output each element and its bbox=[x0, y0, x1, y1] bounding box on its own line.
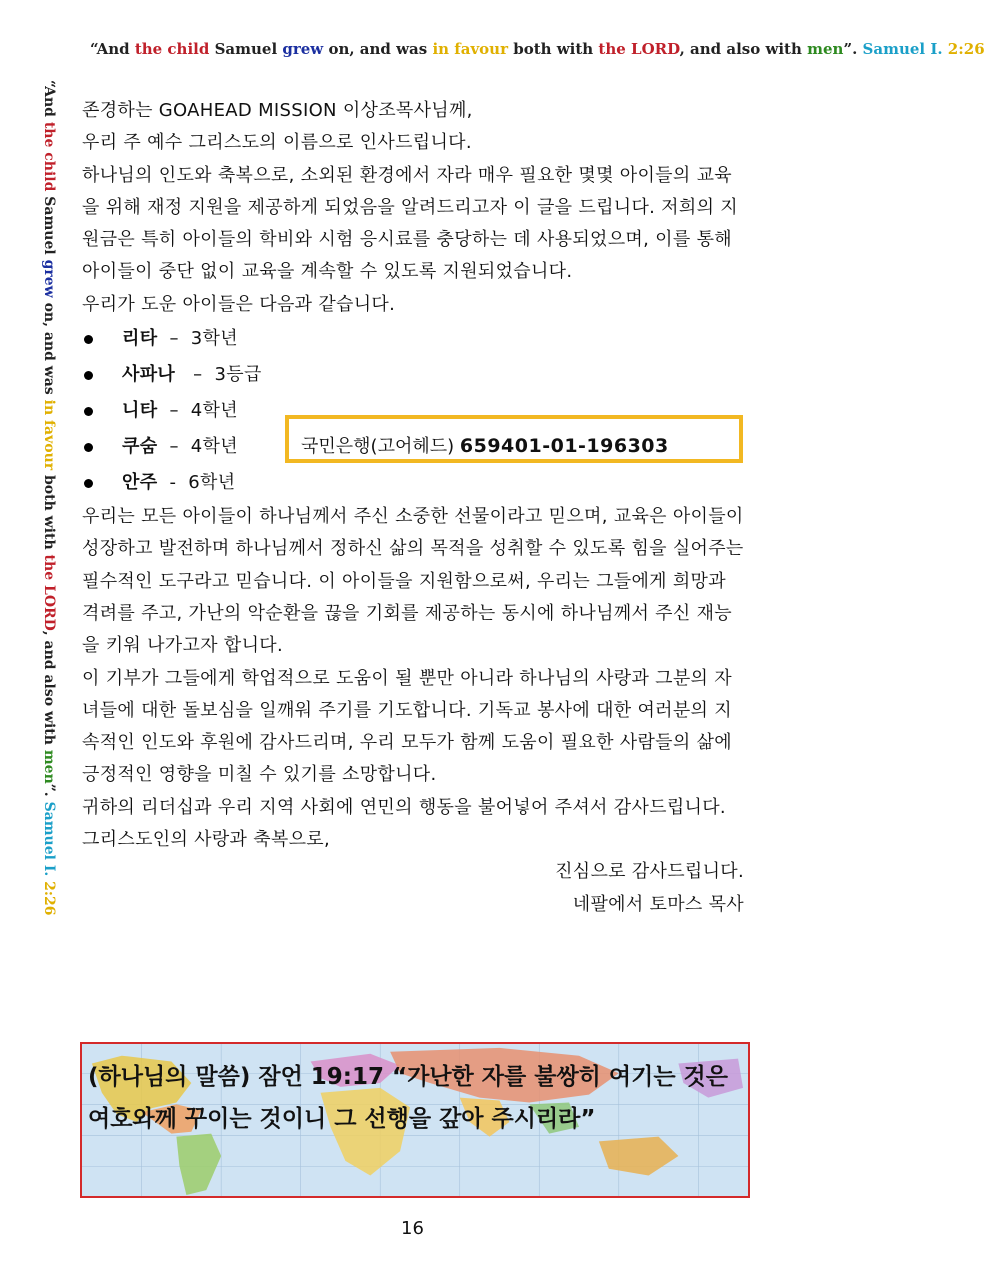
verse-segment: , and also with bbox=[41, 630, 57, 750]
child-grade: 3학년 bbox=[190, 328, 238, 350]
child-separator: – bbox=[169, 328, 179, 350]
verse-segment: 2:26 bbox=[41, 881, 57, 916]
child-grade: 3등급 bbox=[214, 364, 262, 386]
verse-segment: Samuel bbox=[214, 40, 283, 58]
letter-paragraph: 우리가 도운 아이들은 다음과 같습니다. bbox=[82, 293, 396, 315]
letter-paragraph: 이 기부가 그들에게 학업적으로 도움이 될 뿐만 아니라 하나님의 사랑과 그분의 자녀들에 대한 돌보심을 일깨워 주기를 기도합니다. 기독교 봉사에 대한 여러분의 지속적인 인도와 후원에 감사드리며, 우리 모두가 함께 도움이 필요한 사람들의 삶에 긍정적인 영향을 미칠 수 있기를 소망합니다. bbox=[82, 667, 732, 786]
child-name: 안주 bbox=[122, 472, 158, 494]
bank-account-number: 659401-01-196303 bbox=[459, 435, 669, 457]
bullet-icon bbox=[84, 407, 93, 416]
letter-paragraph: 그리스도인의 사랑과 축복으로, bbox=[82, 829, 331, 851]
child-grade: 4학년 bbox=[190, 436, 238, 458]
header-verse bbox=[90, 40, 985, 58]
bullet-icon bbox=[84, 479, 93, 488]
verse-segment: Samuel I. bbox=[41, 801, 57, 882]
verse-segment: the child bbox=[134, 40, 215, 58]
child-separator: – bbox=[169, 436, 179, 458]
bullet-icon bbox=[84, 443, 93, 452]
verse-segment: ”. bbox=[843, 40, 863, 58]
letter-paragraph: 하나님의 인도와 축복으로, 소외된 환경에서 자라 매우 필요한 몇몇 아이들의 교육을 위해 재정 지원을 제공하게 되었음을 알려드리고자 이 글을 드립니다. 저희의 지원금은 특히 아이들의 학비와 시험 응시료를 충당하는 데 사용되었으며, 이를 통해 아이들이 중단 없이 교육을 계속할 수 있도록 지원되었습니다. bbox=[82, 164, 738, 283]
child-separator: – bbox=[169, 400, 179, 422]
child-name: 니타 bbox=[122, 400, 158, 422]
verse-segment: Samuel bbox=[41, 196, 57, 260]
verse-segment: “And bbox=[41, 80, 57, 122]
bank-account-box bbox=[285, 415, 743, 463]
verse-segment: Samuel I. bbox=[862, 40, 948, 58]
list-item bbox=[82, 357, 744, 393]
verse-segment: 2:26 bbox=[947, 40, 985, 58]
child-name: 쿠숨 bbox=[122, 436, 158, 458]
verse-segment: the LORD bbox=[598, 40, 680, 58]
letter-greeting: 존경하는 GOAHEAD MISSION 이상조목사님께, bbox=[82, 100, 473, 121]
verse-segment: “And bbox=[90, 40, 135, 58]
scripture-quote-text: (하나님의 말씀) 잠언 19:17 “가난한 자를 불쌍히 여기는 것은 여호와께 꾸이는 것이니 그 선행을 갚아 주시리라” bbox=[88, 1064, 728, 1132]
letter-closing: 진심으로 감사드립니다. bbox=[555, 861, 744, 883]
verse-segment: grew bbox=[41, 259, 57, 303]
side-verse bbox=[37, 80, 57, 916]
child-separator: – bbox=[193, 364, 203, 386]
child-grade: 4학년 bbox=[190, 400, 238, 422]
verse-segment: ”. bbox=[41, 783, 57, 802]
children-list bbox=[82, 321, 744, 501]
letter-paragraph: 우리 주 예수 그리스도의 이름으로 인사드립니다. bbox=[82, 132, 472, 154]
child-name: 사파나 bbox=[122, 364, 176, 386]
verse-segment: grew bbox=[282, 40, 329, 58]
bank-label: 국민은행(고어헤드) bbox=[301, 436, 455, 457]
scripture-quote-box bbox=[80, 1042, 750, 1198]
child-name: 리타 bbox=[122, 328, 158, 350]
letter-paragraph: 우리는 모든 아이들이 하나님께서 주신 소중한 선물이라고 믿으며, 교육은 아이들이 성장하고 발전하며 하나님께서 정하신 삶의 목적을 성취할 수 있도록 힘을 실어주는 필수적인 도구라고 믿습니다. 이 아이들을 지원함으로써, 우리는 그들에게 희망과 격려를 주고, 가난의 악순환을 끊을 기회를 제공하는 동시에 하나님께서 주신 재능을 키워 나가고자 합니다. bbox=[82, 506, 744, 657]
verse-segment: men bbox=[41, 749, 57, 784]
verse-segment: , and also with bbox=[679, 40, 808, 58]
child-grade: 6학년 bbox=[188, 472, 236, 494]
verse-segment: men bbox=[807, 40, 844, 58]
child-separator: - bbox=[169, 472, 177, 494]
verse-segment: in favour bbox=[41, 399, 57, 475]
bullet-icon bbox=[84, 335, 93, 344]
list-item bbox=[82, 321, 744, 357]
letter-body bbox=[82, 95, 744, 921]
verse-segment: the child bbox=[41, 121, 57, 197]
verse-segment: in favour bbox=[432, 40, 514, 58]
verse-segment: on, and was bbox=[41, 302, 57, 400]
letter-paragraph: 귀하의 리더십과 우리 지역 사회에 연민의 행동을 불어넣어 주셔서 감사드립니다. bbox=[82, 796, 726, 818]
list-item bbox=[82, 465, 744, 501]
bullet-icon bbox=[84, 371, 93, 380]
page-number: 16 bbox=[401, 1218, 424, 1239]
letter-signature: 네팔에서 토마스 목사 bbox=[572, 893, 744, 915]
verse-segment: both with bbox=[41, 475, 57, 555]
verse-segment: on, and was bbox=[328, 40, 433, 58]
verse-segment: both with bbox=[513, 40, 599, 58]
verse-segment: the LORD bbox=[41, 554, 57, 631]
